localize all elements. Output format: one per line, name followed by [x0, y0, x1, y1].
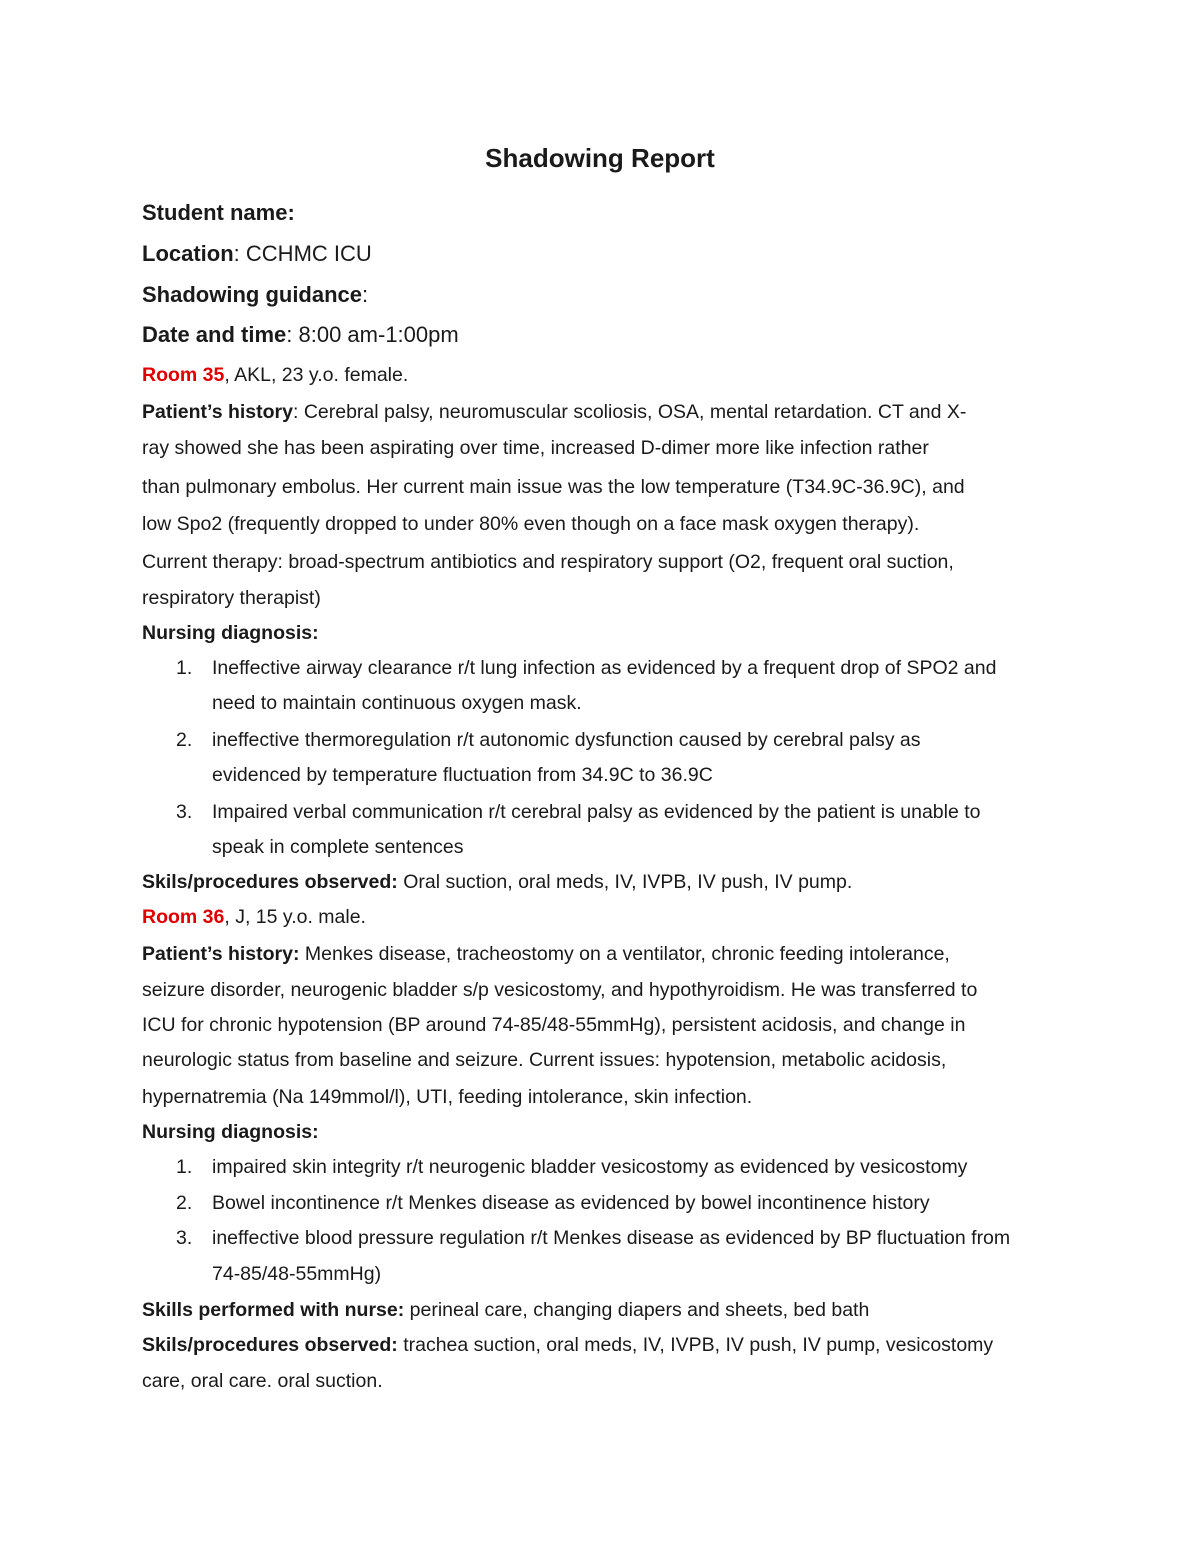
room36-history-line: ICU for chronic hypotension (BP around 74-85/48-55mmHg), persistent acidosis, and change in [142, 1014, 966, 1036]
room35-history-line: respiratory therapist) [142, 587, 321, 609]
location-value: CCHMC ICU [245, 241, 372, 266]
location-label: Location [142, 241, 234, 266]
room35-diagnosis-label: Nursing diagnosis: [142, 622, 319, 644]
room35-diagnosis-heading [142, 620, 319, 646]
room36-label: Room 36 [142, 906, 225, 928]
room35-diagnosis-item: need to maintain continuous oxygen mask. [212, 692, 582, 714]
room36-history-line [142, 941, 950, 967]
room36-skills-observed-value: trachea suction, oral meds, IV, IVPB, IV push, IV pump, vesicostomy [397, 1334, 994, 1356]
room36-skills-observed-continued: care, oral care. oral suction. [142, 1370, 383, 1392]
room35-history-text: : Cerebral palsy, neuromuscular scoliosis, OSA, mental retardation. CT and X- [292, 401, 967, 423]
student-name-line [142, 198, 295, 228]
room36-diagnosis-item: Bowel incontinence r/t Menkes disease as evidenced by bowel incontinence history [212, 1192, 930, 1214]
list-number: 3. [176, 1227, 193, 1249]
room36-heading [142, 904, 366, 930]
list-number: 2. [176, 729, 193, 751]
room36-history-label: Patient’s history: [142, 943, 300, 965]
room35-skills-observed-value: Oral suction, oral meds, IV, IVPB, IV push, IV pump. [397, 871, 853, 893]
room35-diagnosis-item: speak in complete sentences [212, 836, 464, 858]
room36-info: , J, 15 y.o. male. [224, 906, 366, 928]
guidance-separator: : [362, 282, 369, 307]
room35-history-line [142, 399, 966, 425]
room36-skills-performed-value: perineal care, changing diapers and sheets, bed bath [404, 1299, 870, 1321]
list-number: 1. [176, 1156, 193, 1178]
student-name-label: Student name: [142, 200, 295, 225]
room35-history-line: ray showed she has been aspirating over time, increased D-dimer more like infection rather [142, 437, 929, 459]
room35-heading [142, 362, 408, 388]
room36-skills-performed [142, 1297, 869, 1323]
room35-history-line: Current therapy: broad-spectrum antibiotics and respiratory support (O2, frequent oral suction, [142, 551, 954, 573]
datetime-label: Date and time [142, 322, 287, 347]
room36-diagnosis-heading [142, 1119, 319, 1145]
room36-skills-observed [142, 1332, 993, 1358]
room36-diagnosis-item: impaired skin integrity r/t neurogenic bladder vesicostomy as evidenced by vesicostomy [212, 1156, 968, 1178]
room35-skills-observed-label: Skils/procedures observed: [142, 871, 398, 893]
room35-history-line: low Spo2 (frequently dropped to under 80% even though on a face mask oxygen therapy). [142, 513, 920, 535]
room36-diagnosis-item: ineffective blood pressure regulation r/t Menkes disease as evidenced by BP fluctuation from [212, 1227, 1011, 1249]
datetime-separator: : [286, 322, 299, 347]
room36-history-line: neurologic status from baseline and seizure. Current issues: hypotension, metabolic acidosis, [142, 1049, 947, 1071]
datetime-value: 8:00 am-1:00pm [298, 322, 459, 347]
room35-diagnosis-item: evidenced by temperature fluctuation from 34.9C to 36.9C [212, 764, 713, 786]
room36-history-line: seizure disorder, neurogenic bladder s/p vesicostomy, and hypothyroidism. He was transferred to [142, 979, 978, 1001]
room35-diagnosis-item: Ineffective airway clearance r/t lung infection as evidenced by a frequent drop of SPO2 and [212, 657, 997, 679]
room35-label: Room 35 [142, 364, 225, 386]
list-number: 2. [176, 1192, 193, 1214]
location-line [142, 239, 372, 269]
room36-diagnosis-label: Nursing diagnosis: [142, 1121, 319, 1143]
list-number: 1. [176, 657, 193, 679]
datetime-line [142, 320, 459, 350]
room36-history-line: hypernatremia (Na 149mmol/l), UTI, feeding intolerance, skin infection. [142, 1086, 753, 1108]
room35-history-label: Patient’s history [142, 401, 293, 423]
guidance-label: Shadowing guidance [142, 282, 363, 307]
guidance-line [142, 280, 368, 310]
room36-history-text: Menkes disease, tracheostomy on a ventilator, chronic feeding intolerance, [299, 943, 950, 965]
room36-skills-observed-label: Skils/procedures observed: [142, 1334, 398, 1356]
room36-skills-performed-label: Skills performed with nurse: [142, 1299, 405, 1321]
room35-info: , AKL, 23 y.o. female. [224, 364, 409, 386]
room35-skills-observed [142, 869, 852, 895]
room35-diagnosis-item: Impaired verbal communication r/t cerebral palsy as evidenced by the patient is unable to [212, 801, 981, 823]
room36-diagnosis-item: 74-85/48-55mmHg) [212, 1263, 382, 1285]
location-separator: : [233, 241, 246, 266]
page-title: Shadowing Report [485, 143, 715, 173]
room35-history-line: than pulmonary embolus. Her current main issue was the low temperature (T34.9C-36.9C), and [142, 476, 965, 498]
list-number: 3. [176, 801, 193, 823]
room35-diagnosis-item: ineffective thermoregulation r/t autonomic dysfunction caused by cerebral palsy as [212, 729, 921, 751]
